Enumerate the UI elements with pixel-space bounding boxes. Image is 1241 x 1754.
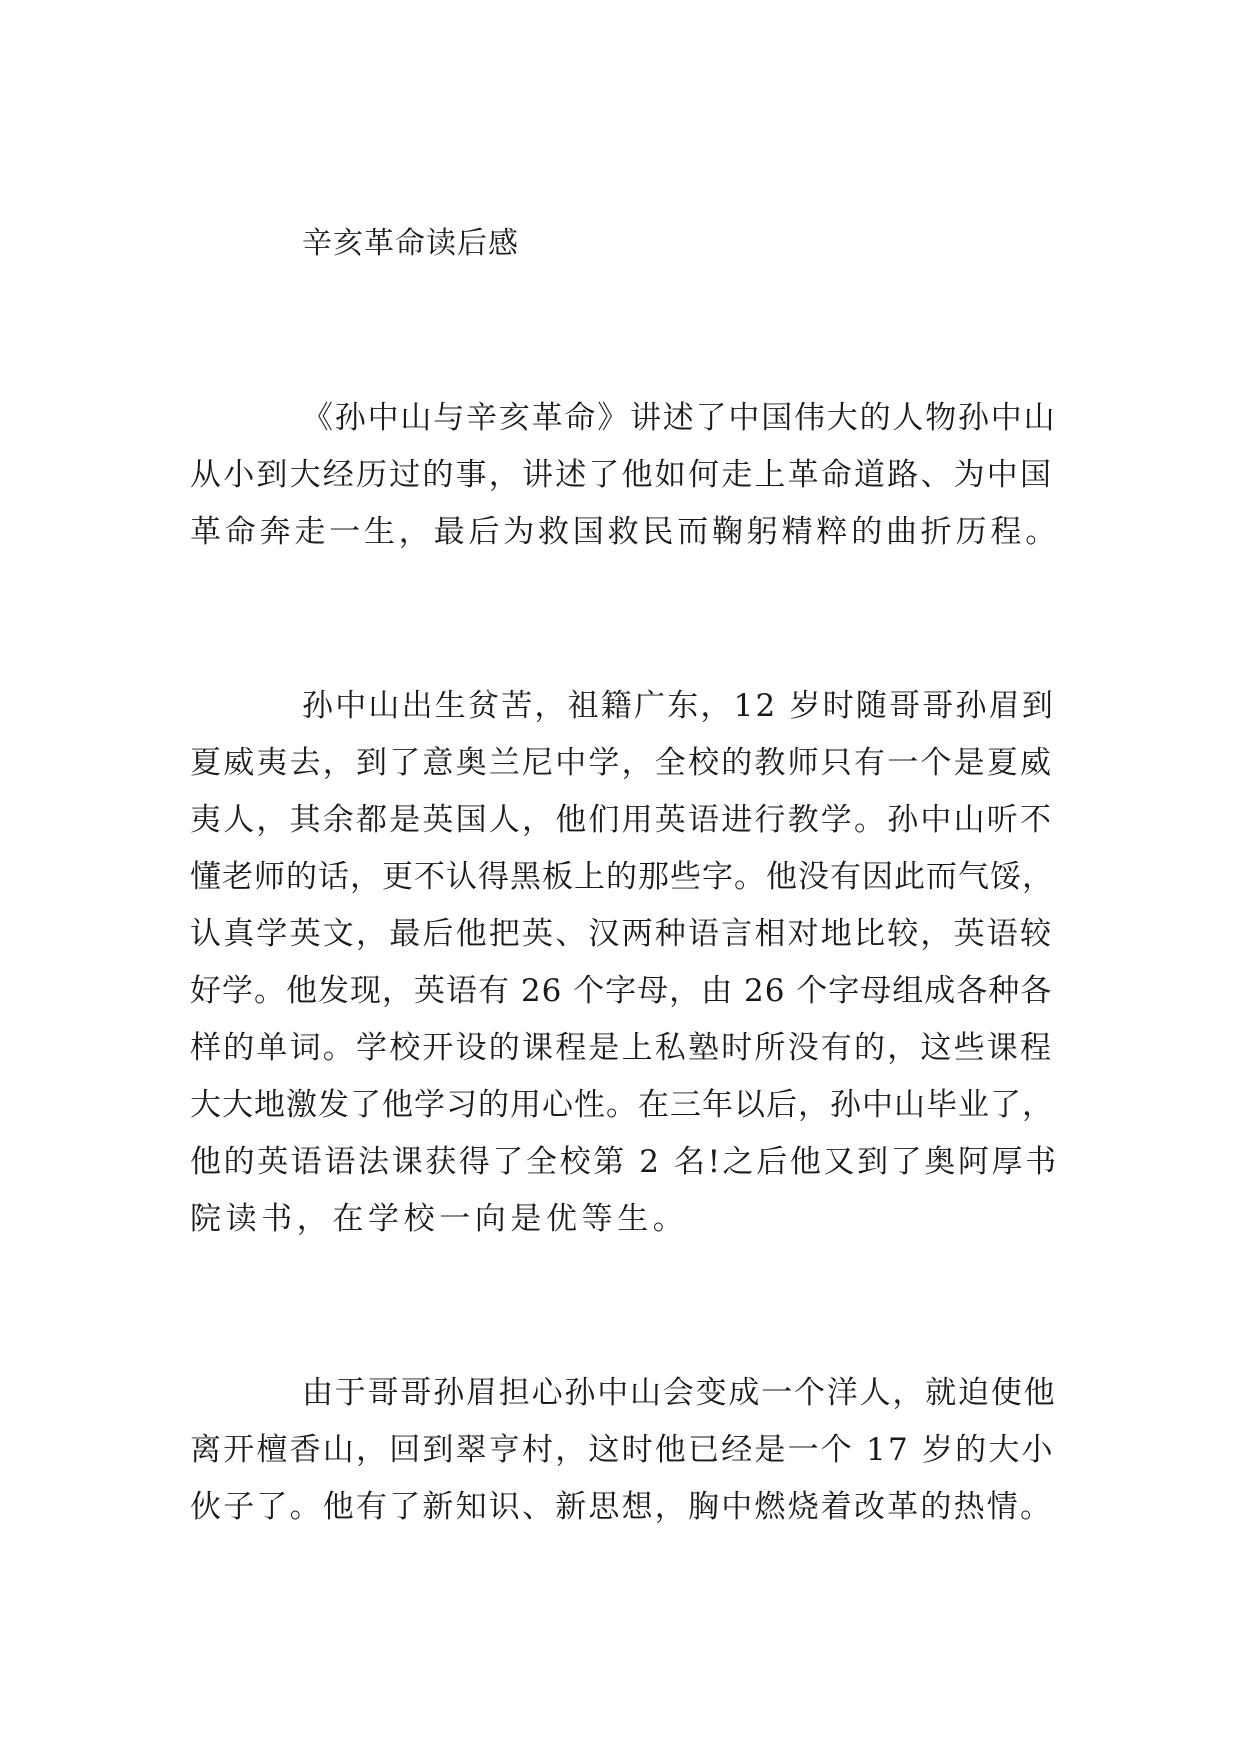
- paragraph-line: 样的单词。学校开设的课程是上私塾时所没有的，这些课程: [190, 1030, 1054, 1066]
- paragraph-line: 《孙中山与辛亥革命》讲述了中国伟大的人物孙中山: [302, 400, 1057, 436]
- paragraph-line: 伙子了。他有了新知识、新思想，胸中燃烧着改革的热情。: [190, 1489, 1054, 1525]
- paragraph-line: 好学。他发现，英语有 26 个字母，由 26 个字母组成各种各: [190, 973, 1053, 1009]
- paragraph-line: 夷人，其余都是英国人，他们用英语进行教学。孙中山听不: [190, 802, 1054, 838]
- paragraph-line: 由于哥哥孙眉担心孙中山会变成一个洋人，就迫使他: [302, 1375, 1057, 1411]
- paragraph-line: 懂老师的话，更不认得黑板上的那些字。他没有因此而气馁，: [190, 859, 1054, 895]
- paragraph-line: 从小到大经历过的事，讲述了他如何走上革命道路、为中国: [190, 457, 1054, 493]
- paragraph-line: 夏威夷去，到了意奥兰尼中学，全校的教师只有一个是夏威: [190, 745, 1054, 781]
- paragraph-line: 孙中山出生贫苦，祖籍广东，12 岁时随哥哥孙眉到: [302, 688, 1056, 724]
- document-title: 辛亥革命读后感: [302, 226, 519, 261]
- paragraph-line: 革命奔走一生，最后为救国救民而鞠躬精粹的曲折历程。: [190, 514, 1060, 550]
- paragraph-line: 离开檀香山，回到翠亨村，这时他已经是一个 17 岁的大小: [190, 1432, 1055, 1468]
- paragraph-line: 他的英语语法课获得了全校第 2 名!之后他又到了奥阿厚书: [190, 1144, 1059, 1180]
- paragraph-line: 大大地激发了他学习的用心性。在三年以后，孙中山毕业了，: [190, 1087, 1054, 1123]
- paragraph-line: 院读书，在学校一向是优等生。: [190, 1201, 689, 1237]
- paragraph-line: 认真学英文，最后他把英、汉两种语言相对地比较，英语较: [190, 916, 1054, 952]
